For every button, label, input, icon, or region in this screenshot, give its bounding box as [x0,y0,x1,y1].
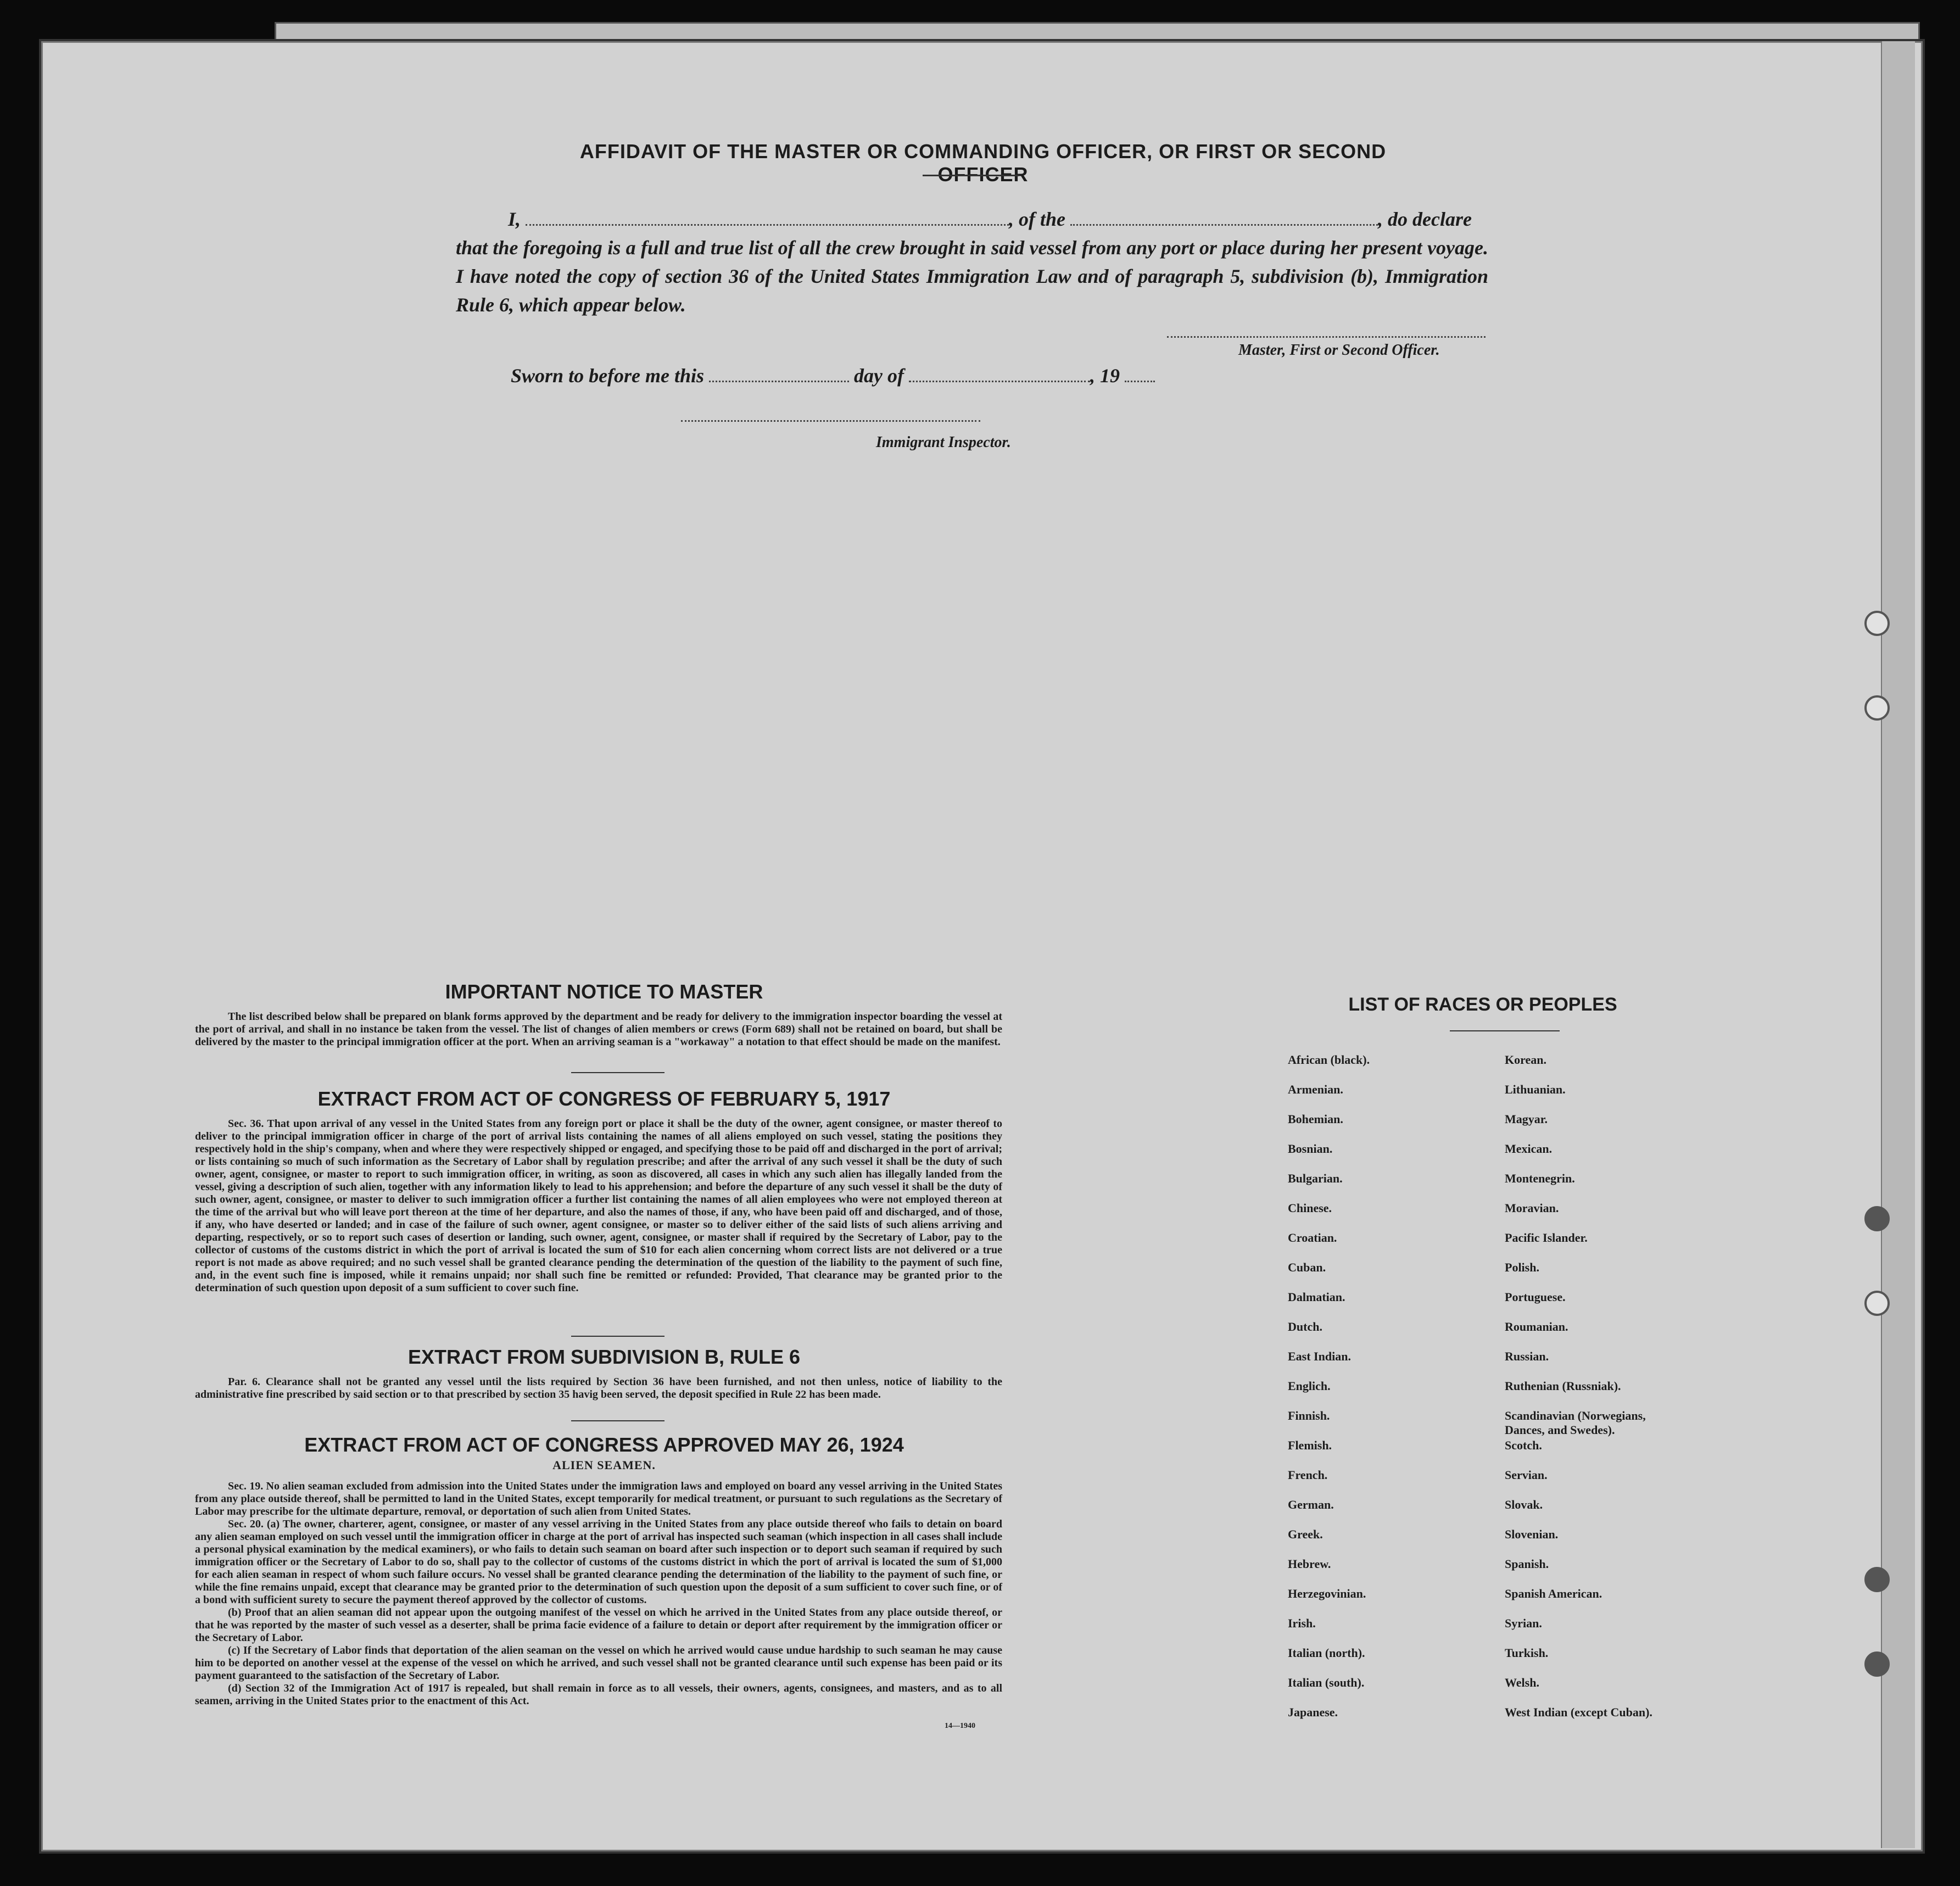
binder-hole [1864,1206,1890,1231]
races-column-2 [1505,1053,1724,1735]
officer-name-field[interactable] [526,210,1009,226]
affidavit-declaration: that the foregoing is a full and true list of all the crew brought in said vessel from any port or place during her present voyage. I have noted the copy of section 36 of the United States Immigration Law and of paragraph 5, subdivision (b), Immigration Rule 6, which appear below. [456,237,1488,316]
race-item: Dalmatian. [1288,1290,1345,1304]
races-title: LIST OF RACES OR PEOPLES [1348,994,1617,1015]
binder-hole [1864,1291,1890,1316]
race-item: Polish. [1505,1260,1539,1274]
sec-20d-paragraph: (d) Section 32 of the Immigration Act of 1917 is repealed, but shall remain in force as to all vessels, their owners, agents, consignees, and masters, and as to all seamen, arriving in the United States prior to the enactment of this Act. [195,1682,1002,1707]
declare-label: , do declare [1378,208,1472,230]
race-item: Pacific Islander. [1505,1231,1588,1245]
sec-20b-paragraph: (b) Proof that an alien seaman did not appear upon the outgoing manifest of the vessel on which he arrived in the United States from any place outside thereof, or that he was reported by the master of such vessel as a deserter, shall be prima facie evidence of a failure to detain or deport after requirement by the immigration officer or the Secretary of Labor. [195,1606,1002,1644]
race-item: Roumanian. [1505,1320,1568,1333]
sworn-month-field[interactable] [909,366,1090,382]
race-item: Russian. [1505,1349,1549,1363]
race-item: Italian (south). [1288,1676,1365,1689]
race-item: Croatian. [1288,1231,1337,1245]
race-item: Flemish. [1288,1438,1332,1452]
race-item: Japanese. [1288,1705,1338,1719]
races-divider [1450,1030,1560,1031]
notice-title: IMPORTANT NOTICE TO MASTER [445,980,763,1003]
extract-rule6-text [195,1376,1002,1401]
extract-1917-text [195,1118,1002,1294]
extract-rule6-title: EXTRACT FROM SUBDIVISION B, RULE 6 [407,1346,801,1368]
sec-36-paragraph: Sec. 36. That upon arrival of any vessel in the United States from any foreign port or place it shall be the duty of the owner, agent consignee, or master thereof to deliver to the principal immigration officer in charge of the port of arrival lists containing the names of all aliens employed on such vessel, stating the positions they respectively hold in the ship's company, when and where they were respectively shipped or engaged, and specifying those to be paid off and discharged in the port of arrival; or lists containing so much of such information as the Secretary of Labor shall by regulation prescribe; and after the arrival of any such vessel it shall be the duty of such owner, agent, consignee, or master to report to such immigration officer, in writing, as soon as discovered, all cases in which any such alien has illegally landed from the vessel, giving a description of such alien, together with any information likely to lead to his apprehension; and before the departure of any such vessel it shall be the duty of such owner, agent, consignee, or master to deliver to such immigration officer a further list containing the names of all alien employees who were not employed thereon at the time of the arrival but who will leave port thereon at the time of her departure, and also the names of those, if any, who have been paid off and discharged, and of those, if any, who have deserted or landed; and in case of the failure of such owner, agent consignee, or master so to deliver either of the said lists of such aliens arriving and departing, respectively, or so to report such cases of desertion or landing, such owner, agent, consignee, or master shall if required by the Secretary of Labor, pay to the collector of customs of the customs district in which the port of arrival is located the sum of $10 for each alien concerning whom correct lists are not delivered or a true report is not made as above required; and no such vessel shall be granted clearance pending the determination of the question of the liability to the payment of such fine, and, in the event such fine is imposed, while it remains unpaid; nor shall such fine be remitted or refunded: Provided, That clearance may be granted prior to the determination of such question upon deposit of a sum sufficient to cover such fine. [195,1118,1002,1294]
notice-text [195,1011,1002,1048]
race-item: African (black). [1288,1053,1370,1067]
race-item: Hebrew. [1288,1557,1331,1571]
race-item: Finnish. [1288,1409,1330,1422]
race-item: Slovenian. [1505,1527,1559,1541]
extract-1924-title: EXTRACT FROM ACT OF CONGRESS APPROVED MAY 26, 1924 [304,1433,904,1456]
year-label: , 19 [1090,365,1120,387]
sec-20a-paragraph: Sec. 20. (a) The owner, charterer, agent, consignee, or master of any vessel arriving in the United States from any place outside thereof who fails to detain on board any alien seaman employed on such vessel until the immigration officer in charge at the port of arrival has inspected such seaman (which inspection in all cases shall include a personal physical examination by the medical examiners), or who fails to detain such seaman on board after such inspection or to deport such seaman if required by such immigration officer or the Secretary of Labor to do so, shall pay to the collector of customs of the customs district in which the port of arrival is located the sum of $1,000 for each alien seaman in respect of whom such failure occurs. No vessel shall be granted clearance pending the determination of the liability to the payment of such fine, or while the fine remains unpaid, except that clearance may be granted prior to the determination of such question upon the deposit of a sum sufficient to cover such fine, or of a bond with sufficient surety to secure the payment thereof approved by the collector of customs. [195,1518,1002,1606]
extract-1924-text [195,1480,1002,1708]
extract-1917-title: EXTRACT FROM ACT OF CONGRESS OF FEBRUARY 5, 1917 [317,1087,891,1110]
race-item: Dutch. [1288,1320,1322,1333]
notice-paragraph: The list described below shall be prepared on blank forms approved by the department and be ready for delivery to the immigration inspector boarding the vessel at the port of arrival, and shall in no instance be taken from the vessel. The list of changes of alien members or crews (Form 689) shall not be retained on board, but shall be delivered by the master to the principal immigration officer at the port. When an arriving seaman is a "workaway" a notation to that effect should be made on the manifest. [195,1011,1002,1048]
race-item: East Indian. [1288,1349,1351,1363]
race-item: Lithuanian. [1505,1083,1566,1096]
race-item: Bulgarian. [1288,1171,1343,1185]
sworn-day-field[interactable] [709,366,849,382]
affidavit-title: AFFIDAVIT OF THE MASTER OR COMMANDING OFFICER, OR FIRST OR SECOND OFFICER [579,140,1387,186]
race-item: Armenian. [1288,1083,1343,1096]
section-divider [571,1072,664,1073]
race-item: Portuguese. [1505,1290,1566,1304]
races-column-1 [1288,1053,1370,1735]
race-item: Spanish. [1505,1557,1549,1571]
sworn-line [511,364,1155,387]
day-of-label: day of [854,365,904,387]
race-item: Scotch. [1505,1438,1542,1452]
race-item: Bohemian. [1288,1112,1343,1126]
sec-20c-paragraph: (c) If the Secretary of Labor finds that deportation of the alien seaman on the vessel on which he arrived would cause undue hardship to such seaman he may cause him to be deported on another vessel at the expense of the vessel on which he arrived, and such vessel shall not be granted clearance until such expense has been paid or its payment guaranteed to the satisfaction of the Secretary of Labor. [195,1644,1002,1682]
race-item: Montenegrin. [1505,1171,1575,1185]
race-item: Chinese. [1288,1201,1332,1215]
par-6-paragraph: Par. 6. Clearance shall not be granted any vessel until the lists required by Section 36 have been furnished, and not then unless, notice of liability to the administrative fine prescribed by said section or to that prescribed by section 35 havig been served, the deposit specified in Rule 22 has been made. [195,1376,1002,1400]
race-item: Moravian. [1505,1201,1559,1215]
race-item: Slovak. [1505,1498,1543,1511]
inspector-line[interactable] [681,420,980,422]
race-item: Spanish American. [1505,1587,1602,1600]
alien-seamen-heading: ALIEN SEAMEN. [552,1458,656,1472]
race-item: Italian (north). [1288,1646,1365,1660]
race-item: Herzegovinian. [1288,1587,1366,1600]
title-divider [923,175,1019,176]
vessel-name-field[interactable] [1070,210,1378,226]
race-item: Bosnian. [1288,1142,1333,1156]
signature-label: Master, First or Second Officer. [1238,342,1440,359]
race-item: Welsh. [1505,1676,1539,1689]
inspector-label: Immigrant Inspector. [876,434,1011,451]
binder-hole [1864,1567,1890,1592]
race-item: Scandinavian (Norwegians, Dances, and Swedes). [1505,1409,1646,1437]
binder-hole [1864,695,1890,721]
race-item: German. [1288,1498,1334,1511]
form-number: 14—1940 [945,1722,975,1730]
race-item: French. [1288,1468,1328,1482]
race-item: Turkish. [1505,1646,1549,1660]
race-item: Korean. [1505,1053,1546,1067]
signature-line[interactable] [1167,336,1486,338]
binder-hole [1864,611,1890,636]
binder-hole [1864,1651,1890,1677]
race-item: Greek. [1288,1527,1323,1541]
race-item: Cuban. [1288,1260,1326,1274]
of-the-label: , of the [1009,208,1066,230]
race-item: Magyar. [1505,1112,1548,1126]
race-item: Mexican. [1505,1142,1553,1156]
race-item: Ruthenian (Russniak). [1505,1379,1621,1393]
sec-19-paragraph: Sec. 19. No alien seaman excluded from admission into the United States under the immigration laws and employed on board any vessel arriving in the United States from any place outside thereof, shall be permitted to land in the United States, except temporarily for medical treatment, or pursuant to such regulations as the Secretary of Labor may prescribe for the ultimate departure, removal, or deportation of such alien from United States. [195,1480,1002,1517]
race-item: West Indian (except Cuban). [1505,1705,1652,1719]
affidavit-first-line [508,208,1472,231]
sworn-year-field[interactable] [1125,366,1155,382]
section-divider [571,1420,664,1421]
i-label: I, [508,208,521,230]
race-item: Irish. [1288,1616,1316,1630]
race-item: Syrian. [1505,1616,1542,1630]
sworn-label: Sworn to before me this [511,365,705,387]
section-divider [571,1336,664,1337]
race-item: Servian. [1505,1468,1548,1482]
race-item: Englich. [1288,1379,1331,1393]
